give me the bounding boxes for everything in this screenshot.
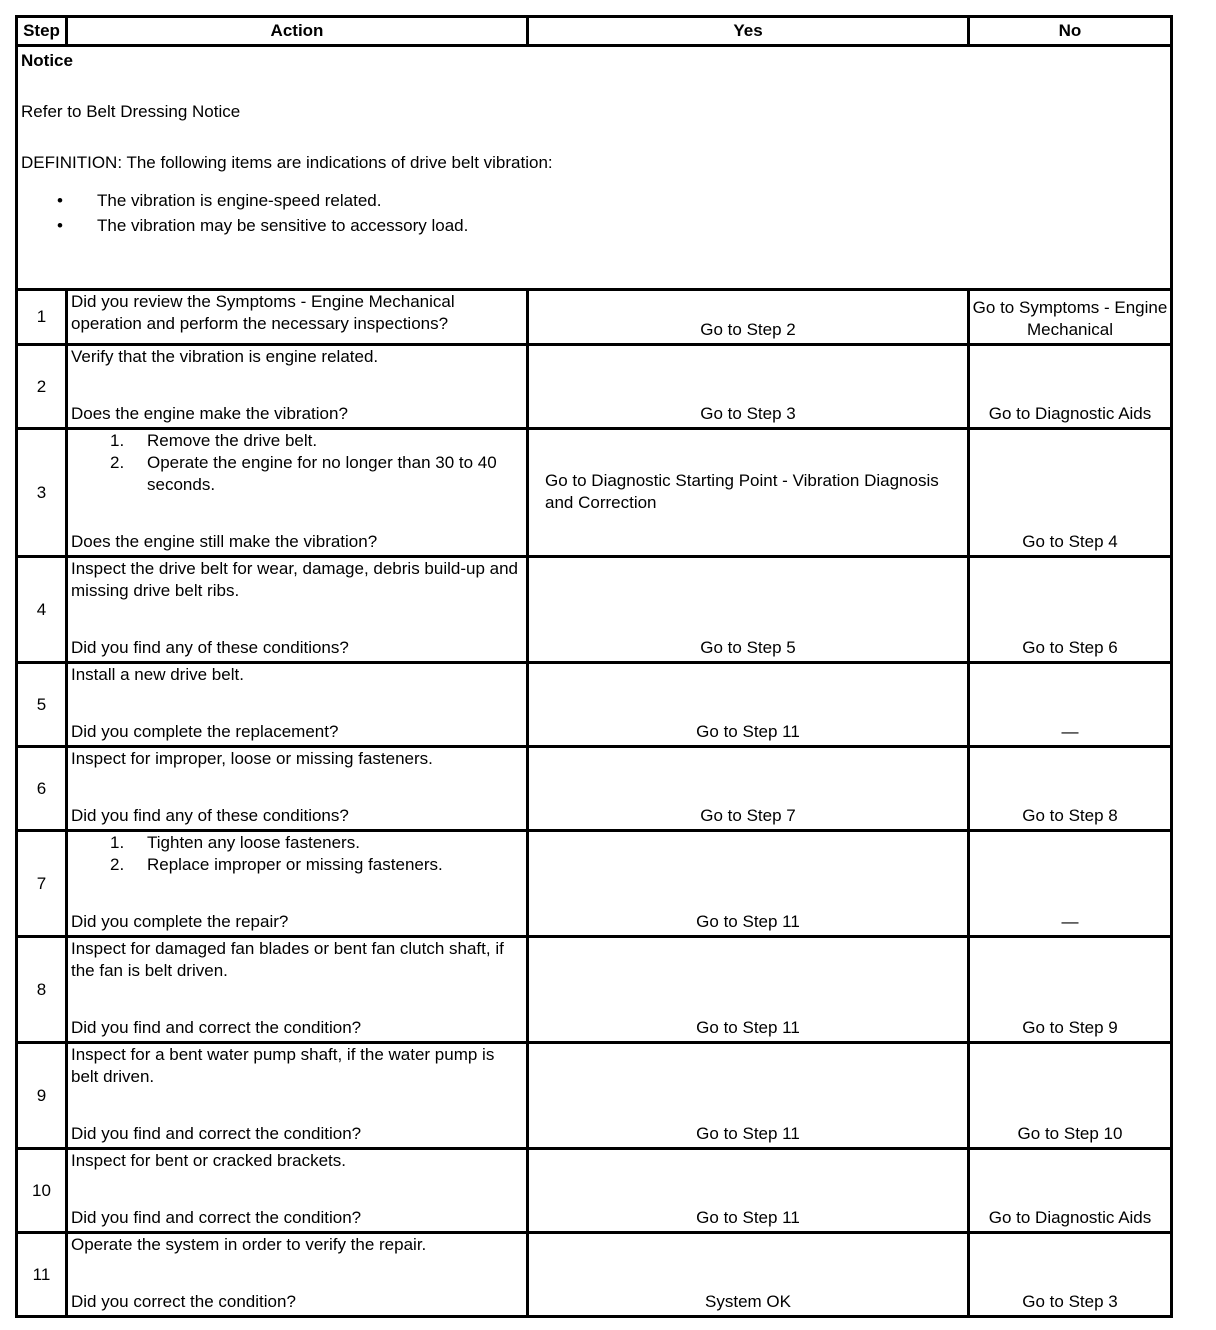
notice-bullet-list [21,190,1166,240]
table-row [17,429,1172,557]
no-result: — [969,831,1172,937]
yes-result: Go to Step 5 [528,557,969,663]
no-result: Go to Step 6 [969,557,1172,663]
action-cell [67,937,528,1043]
action-text: Inspect for a bent water pump shaft, if the water pump is belt driven. [71,1045,495,1086]
action-list [71,832,522,876]
no-result: Go to Diagnostic Aids [969,345,1172,429]
notice-row [17,46,1172,290]
notice-cell [17,46,1172,290]
notice-title: Notice [21,51,73,70]
yes-result: Go to Step 11 [528,1149,969,1233]
action-list [71,430,522,496]
action-question: Does the engine still make the vibration? [71,532,378,551]
table-row [17,290,1172,345]
yes-result: Go to Step 11 [528,1043,969,1149]
step-number: 11 [17,1233,67,1317]
bullet-icon: • [57,216,63,235]
yes-result: Go to Step 3 [528,345,969,429]
action-cell [67,747,528,831]
notice-definition: DEFINITION: The following items are indications of drive belt vibration: [21,153,553,172]
step-number: 9 [17,1043,67,1149]
table-row [17,1043,1172,1149]
header-yes: Yes [528,17,969,46]
table-row [17,1149,1172,1233]
no-result: — [969,663,1172,747]
yes-result: Go to Step 11 [528,663,969,747]
action-question: Did you find and correct the condition? [71,1018,362,1037]
yes-result: Go to Step 7 [528,747,969,831]
action-text: Install a new drive belt. [71,665,244,684]
step-number: 2 [17,345,67,429]
step-number: 8 [17,937,67,1043]
yes-result: Go to Step 2 [528,290,969,345]
list-item: • The vibration is engine-speed related. [57,191,382,210]
action-text: Inspect for improper, loose or missing fasteners. [71,749,433,768]
table-row [17,1233,1172,1317]
step-number: 10 [17,1149,67,1233]
step-number: 3 [17,429,67,557]
action-text: Inspect the drive belt for wear, damage, debris build-up and missing drive belt ribs. [71,559,518,600]
action-text: Operate the system in order to verify the repair. [71,1235,427,1254]
action-cell [67,831,528,937]
table-row [17,557,1172,663]
table-row [17,747,1172,831]
list-item: 1. Tighten any loose fasteners. [110,833,360,852]
no-result: Go to Step 4 [969,429,1172,557]
action-text: Inspect for damaged fan blades or bent fan clutch shaft, if the fan is belt driven. [71,939,504,980]
action-question: Did you find and correct the condition? [71,1124,362,1143]
yes-result: Go to Step 11 [528,937,969,1043]
yes-result: Go to Step 11 [528,831,969,937]
action-cell [67,429,528,557]
list-item: 2. Operate the engine for no longer than 30 to 40 seconds. [110,453,497,494]
action-cell [67,1043,528,1149]
action-cell [67,345,528,429]
action-cell [67,557,528,663]
table-row [17,663,1172,747]
action-question: Did you complete the repair? [71,912,289,931]
table-row [17,937,1172,1043]
table-row [17,831,1172,937]
action-text: Did you review the Symptoms - Engine Mechanical operation and perform the necessary inspections? [67,290,528,345]
step-number: 6 [17,747,67,831]
header-step: Step [17,17,67,46]
header-row [17,17,1172,46]
diagnostic-table [15,15,1173,1318]
yes-result: Go to Diagnostic Starting Point - Vibration Diagnosis and Correction [528,429,969,557]
no-result: Go to Symptoms - Engine Mechanical [969,290,1172,345]
action-question: Did you find any of these conditions? [71,806,349,825]
action-cell [67,1233,528,1317]
action-cell [67,1149,528,1233]
no-result: Go to Step 3 [969,1233,1172,1317]
notice-reference: Refer to Belt Dressing Notice [21,102,241,121]
header-no: No [969,17,1172,46]
no-result: Go to Diagnostic Aids [969,1149,1172,1233]
step-number: 7 [17,831,67,937]
header-action: Action [67,17,528,46]
list-item: • The vibration may be sensitive to accessory load. [57,216,469,235]
step-number: 1 [17,290,67,345]
step-number: 5 [17,663,67,747]
table-row [17,345,1172,429]
action-cell [67,663,528,747]
yes-result: System OK [528,1233,969,1317]
bullet-icon: • [57,191,63,210]
action-text: Verify that the vibration is engine related. [71,347,379,366]
step-number: 4 [17,557,67,663]
no-result: Go to Step 9 [969,937,1172,1043]
action-question: Did you find any of these conditions? [71,638,349,657]
list-item: 1. Remove the drive belt. [110,431,318,450]
no-result: Go to Step 10 [969,1043,1172,1149]
action-text: Inspect for bent or cracked brackets. [71,1151,346,1170]
action-question: Does the engine make the vibration? [71,404,348,423]
no-result: Go to Step 8 [969,747,1172,831]
action-question: Did you correct the condition? [71,1292,296,1311]
list-item: 2. Replace improper or missing fasteners. [110,855,443,874]
action-question: Did you complete the replacement? [71,722,339,741]
action-question: Did you find and correct the condition? [71,1208,362,1227]
